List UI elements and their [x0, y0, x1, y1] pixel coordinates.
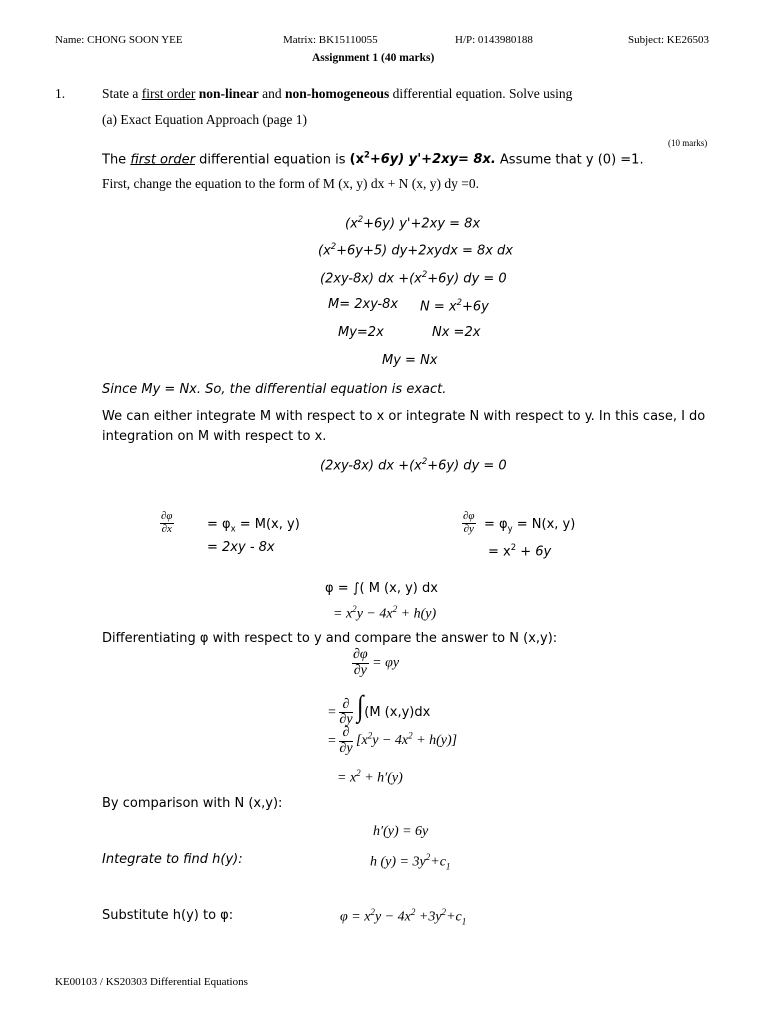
step-6: My = Nx — [382, 353, 438, 368]
phi-y-value: = $x^2 + 6y$ — [488, 542, 552, 560]
phi-x-line: = $\varphi_x = M(x$, y) — [207, 517, 300, 534]
h-prime: h′(y) = 6y — [373, 824, 429, 839]
marks-label: (10 marks) — [668, 138, 708, 148]
step-3: (2xy-8x) dx $+(x^2+6y)$ dy = 0 — [320, 269, 507, 287]
substitute-label: Substitute h(y) to φ: — [102, 908, 234, 923]
question-number: 1. — [55, 86, 66, 101]
comparison-line: By comparison with N (x,y): — [102, 796, 283, 811]
step-4-n: $N = x^2+6y$ — [420, 297, 489, 315]
deriv-line-3: = $\frac{\partial}{\partial y}$ $[x^2y - 4x^2 + h(y)]$ — [328, 725, 458, 756]
student-name: Name: CHONG SOON YEE — [55, 34, 183, 46]
step-5-my: My=2x — [338, 325, 384, 340]
dphi-dy-fraction: $\frac{\partial\varphi}{\partial y}$ — [463, 510, 475, 535]
h-of-y: h $(y) = 3y^2+c_1$ — [370, 852, 451, 872]
part-a-label: (a) Exact Equation Approach (page 1) — [102, 112, 308, 127]
deriv-line-4: = $x^2 + h'(y)$ — [337, 768, 403, 786]
step-4-m: M= 2xy-8x — [328, 297, 399, 312]
repeat-equation: (2xy-8x) dx $+(x^2+6y)$ dy = 0 — [320, 456, 507, 474]
subject-code: Subject: KE26503 — [628, 34, 709, 46]
dphi-dx-fraction: $\frac{\partial\varphi}{\partial x}$ — [161, 510, 173, 535]
phi-x-value: = 2xy - 8x — [207, 540, 275, 555]
equation-intro: The first order differential equation is $(x^2+6y)$ y'+2xy= 8x. Assume that y (0) =1. — [102, 150, 644, 168]
integrate-line-2: integration on M with respect to x. — [102, 429, 327, 444]
step-1: $(x^2+6y) y'+2xy = 8x$ — [345, 214, 481, 232]
deriv-line-1: $\frac{\partial\varphi}{\partial y}$ = φy — [353, 647, 400, 678]
matrix-number: Matrix: BK15110055 — [283, 34, 378, 46]
deriv-line-2: = $\frac{\partial}{\partial y}$ ∫(M (x,y)dx — [328, 690, 431, 728]
step-5-nx: Nx =2x — [432, 325, 481, 340]
question-statement: State a first order non-linear and non-homogeneous differential equation. Solve using — [102, 86, 573, 101]
phi-y-line: = $\varphi_y = N(x$, y) — [484, 517, 576, 534]
exact-note: Since My = Nx. So, the differential equation is exact. — [102, 382, 447, 397]
footer-course: KE00103 / KS20303 Differential Equations — [55, 976, 248, 988]
integrate-label: Integrate to find h(y): — [102, 852, 243, 867]
phi-integral: φ = ∫( M (x, y) dx — [325, 581, 438, 596]
assignment-title: Assignment 1 (40 marks) — [312, 52, 435, 64]
phi-integral-result: = $x^2y - 4x^2 + h(y)$ — [333, 604, 437, 622]
change-form-line: First, change the equation to the form of M (x, y) dx + N (x, y) dy =0. — [102, 176, 480, 191]
phone-number: H/P: 0143980188 — [455, 34, 533, 46]
final-solution: $\varphi = x^2y - 4x^2 +3y^2+c_1$ — [340, 907, 467, 927]
integrate-line-1: We can either integrate M with respect to x or integrate N with respect to y. In this case, I do — [102, 409, 706, 424]
differentiating-line: Differentiating φ with respect to y and compare the answer to N (x,y): — [102, 631, 558, 646]
step-2: $(x^2+6y+5)$ dy+2xydx = 8x dx — [318, 241, 514, 259]
